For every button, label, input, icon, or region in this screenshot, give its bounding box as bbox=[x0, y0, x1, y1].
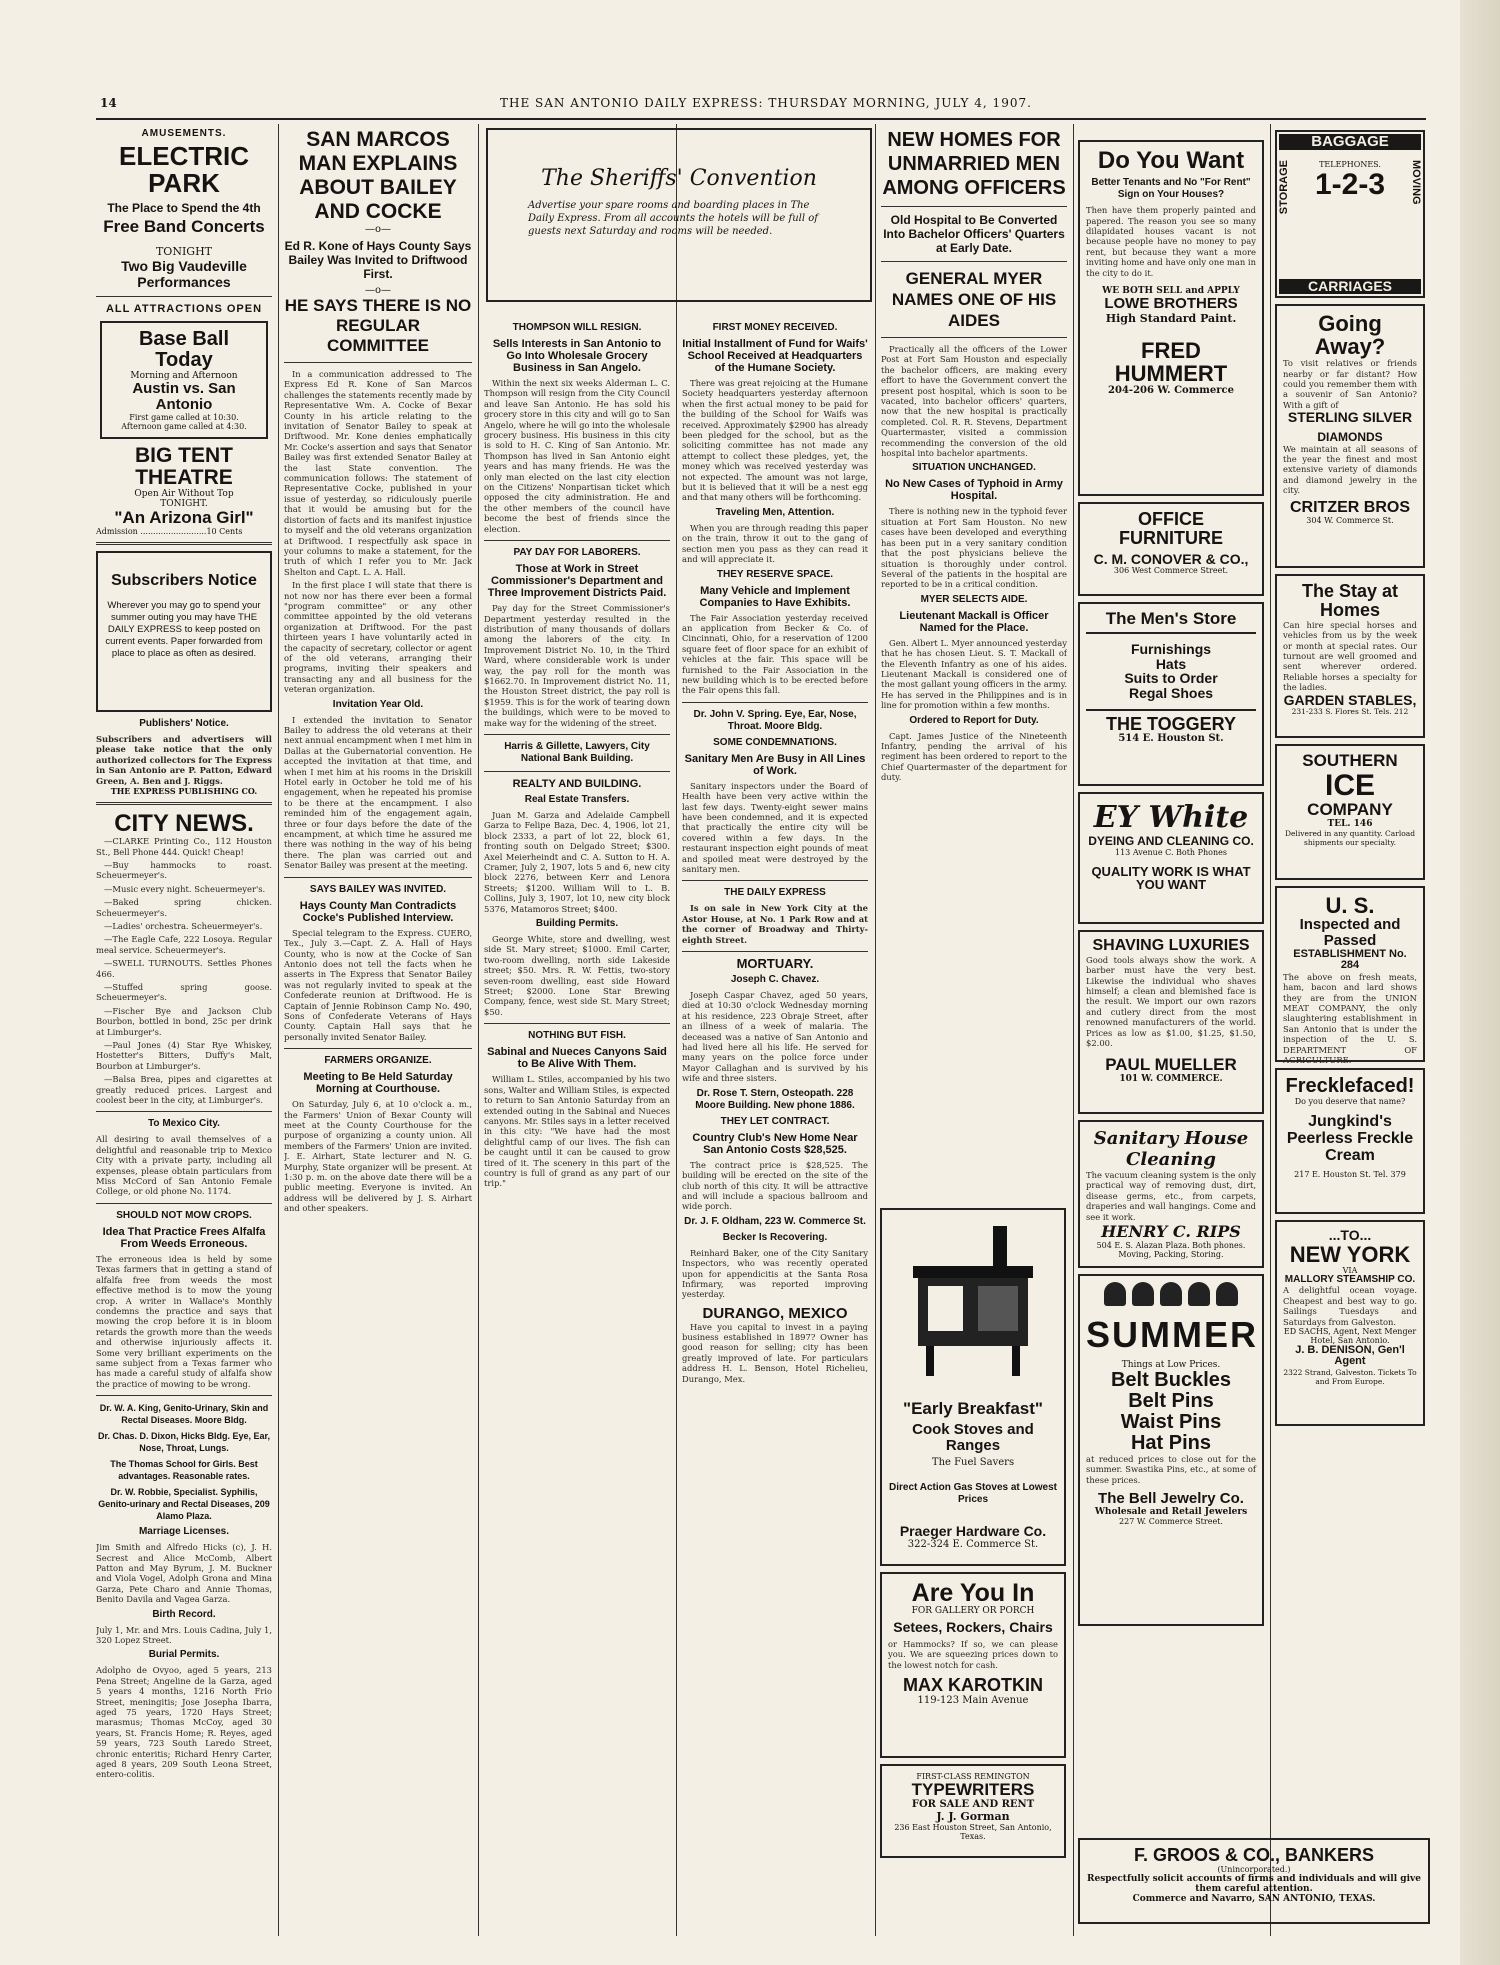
inspected-title: Inspected and Passed bbox=[1299, 916, 1401, 949]
tonight-label: TONIGHT bbox=[155, 245, 213, 259]
bailey-body4: Special telegram to the Express. CUERO, Tex., July 3.—Capt. Z. A. Hall of Hays County, who is now at the Cocke of San Antonio does not tell the facts when he asserts in The Express that Senator Bailey was not regularly invited to speak at the Confederate reunion at Driftwood. He is Captain of Jennie Robinson Camp No. 490, Sons of Confederate Veterans of Hays County. Captain Hall says that he personally invited Senator Bailey. bbox=[284, 927, 472, 1042]
bell-addr: 227 W. Commerce Street. bbox=[1119, 1516, 1223, 1526]
carriages-title: CARRIAGES bbox=[1279, 279, 1421, 294]
baseball-ad bbox=[100, 321, 268, 439]
situation-body: There is nothing new in the typhoid fever situation at Fort Sam Houston. No new cases have been developed and everything has been put in a very sanitary condition that the post physicians believe the situation is thoroughly under control. Several of the patients in the hospital are reported to be in a critical condition. bbox=[881, 506, 1067, 590]
lawyers-card: Harris & Gillette, Lawyers, City National Bank Building. bbox=[504, 740, 650, 764]
situation-title: SITUATION UNCHANGED. bbox=[912, 462, 1036, 474]
spring-card: Dr. John V. Spring. Eye, Ear, Nose, Throat. Moore Bldg. bbox=[693, 708, 857, 732]
birth-text: July 1, Mr. and Mrs. Louis Cadina, July 1, 320 Lopez Street. bbox=[96, 1624, 272, 1645]
baggage-tel: TELEPHONES. bbox=[1319, 159, 1381, 169]
column-divider bbox=[1073, 124, 1074, 1936]
birth-title: Birth Record. bbox=[152, 1608, 216, 1620]
critzer-ad bbox=[1275, 304, 1425, 568]
mow-title: SHOULD NOT MOW CROPS. bbox=[116, 1209, 252, 1221]
aide-body: Gen. Albert L. Myer announced yesterday that he has chosen Lieut. S. T. Mackall of the Eleventh Infantry as one of his aides. Lieutenant Mackall is considered one of the most gallant young officers in the army. He has served in the Philippines and is in line for promotion within a few months. bbox=[881, 637, 1067, 711]
reserve-deck: Many Vehicle and Implement Companies to Have Exhibits. bbox=[699, 584, 851, 609]
mow-headline: Idea That Practice Frees Alfalfa From Weeds Erroneous. bbox=[102, 1225, 266, 1250]
baseball-match: Austin vs. San Antonio bbox=[132, 380, 236, 414]
contract-body: The contract price is $28,525. The building will be erected on the site of the club north of this city. It will be attractive and will include a spacious ballroom and wide porch. bbox=[682, 1159, 868, 1212]
doctor-card: The Thomas School for Girls. Best advantages. Reasonable rates. bbox=[110, 1459, 258, 1482]
column-divider bbox=[676, 124, 677, 1936]
groos-text: Respectfully solicit accounts of firms and individuals and will give them careful attention. bbox=[1087, 1873, 1421, 1894]
union-meat-ad bbox=[1275, 886, 1425, 1065]
money-title: FIRST MONEY RECEIVED. bbox=[712, 322, 838, 333]
shave-text: Good tools always show the work. A barber must have the very best. Likewise the individual who shaves himself; a clean and blemished face is the result. We import our own razors and cutlery direct from the most renowned manufacturers of the world. Prices as low as $1.00, $1.25, $1.50, $2.00. bbox=[1086, 954, 1256, 1049]
city-news-item: —CLARKE Printing Co., 112 Houston St., Bell Phone 444. Quick! Cheap! bbox=[96, 836, 272, 857]
mallory-name: MALLORY STEAMSHIP CO. bbox=[1284, 1273, 1416, 1285]
baseball-game1: First game called at 10:30. bbox=[129, 412, 239, 422]
areyou-items: Setees, Rockers, Chairs bbox=[893, 1619, 1053, 1636]
dyw-title: Do You Want bbox=[1097, 147, 1245, 174]
bailey-body1: In a communication addressed to The Express Ed R. Kone of San Marcos challenges the statements recently made by Representative Wm. A. Cocke of Bexar County in his article relating to the invitation of Senator Bailey to speak at Driftwood. Mr. Kone denies emphatically Mr. Cocke's assertion and says that Senator Bailey was first extended Senator Bailey at the last State convention. The communication follows: The statement of Representative Cocke, published in your issue of yesterday, so ridiculously puerile that it would be amusing but for the distortion of facts and its manifest injustice to myself and the old veterans organization at Driftwood. I respectfully ask space in your columns to make a statement, for the truth of which I refer you to Mr. Jack Shelton and Capt. L. A. Hall. bbox=[284, 369, 472, 577]
farmers-title: FARMERS ORGANIZE. bbox=[324, 1055, 432, 1067]
payday-deck: Those at Work in Street Commissioner's Department and Three Improvement Districts Paid. bbox=[487, 563, 667, 600]
subscribers-text: Wherever you may go to spend your summer outing you may have THE DAILY EXPRESS to keep posted on current events. Paper forwarded from place to place as often as desired. bbox=[105, 599, 263, 659]
city-news-item: —The Eagle Cafe, 222 Losoya. Regular meal service. Scheuermeyer's. bbox=[96, 934, 272, 955]
travel-text: When you are through reading this paper on the train, throw it out to the gang of section men you pass as they can read it and will appreciate it. bbox=[682, 522, 868, 565]
sheriffs-text: Advertise your spare rooms and boarding places in The Daily Express. From all accounts the hotels will be full of guests next Saturday and rooms will be needed. bbox=[528, 200, 818, 237]
aide-title: MYER SELECTS AIDE. bbox=[920, 593, 1028, 605]
city-news-item: —Paul Jones (4) Star Rye Whiskey, Hostetter's Bitters, Duffy's Malt, Bourbon at Limburger's. bbox=[96, 1040, 272, 1071]
column-three bbox=[484, 318, 670, 1938]
baggage-number: 1-2-3 bbox=[1314, 167, 1386, 201]
going-text: To visit relatives or friends nearby or far distant? How could you remember them with a souvenir of San Antonio? With a gift of bbox=[1283, 358, 1417, 410]
sheriffs-banner bbox=[486, 128, 872, 302]
typewriter-title: TYPEWRITERS bbox=[911, 1780, 1035, 1799]
mens-item: Furnishings bbox=[1130, 640, 1212, 657]
column-amusements bbox=[96, 124, 272, 1936]
garden-name: GARDEN STABLES, bbox=[1283, 691, 1417, 708]
typewriter-head: FIRST-CLASS REMINGTON bbox=[916, 1772, 1030, 1781]
mens-items bbox=[1086, 642, 1256, 701]
mueller-ad bbox=[1078, 930, 1264, 1114]
garden-stables-ad bbox=[1275, 574, 1425, 738]
hat-pins: Hat Pins bbox=[1130, 1431, 1212, 1454]
denison-name: J. B. DENISON, Gen'l Agent bbox=[1295, 1343, 1405, 1368]
burial-title: Burial Permits. bbox=[148, 1649, 220, 1661]
express-text: Is on sale in New York City at the Astor House, at No. 1 Park Row and at the corner of Broadway and Thirty-eighth Street. bbox=[682, 903, 868, 945]
dyw-text: Then have them properly painted and papered. The reason you see so many dilapidated houses vacant is not because people have no money to pay rent, but because they want a more inviting home and have only one man in the city to do it. bbox=[1086, 205, 1256, 278]
invitation-subhead: Invitation Year Old. bbox=[332, 698, 424, 710]
permits-title: Building Permits. bbox=[535, 918, 619, 930]
reserve-body: The Fair Association yesterday received an application from Becker & Co. of Cincinnati, Ohio, for a reservation of 1200 square feet of floor space for an exhibit of vehicles at the fair. This space will be furnished to the Fair Association in the new building which is to be erected before the Fair opens this fall. bbox=[682, 612, 868, 696]
toggery-ad bbox=[1078, 602, 1264, 786]
freckle-title: Frecklefaced! bbox=[1285, 1075, 1415, 1097]
typewriter-ad bbox=[880, 1764, 1066, 1858]
mallory-text: A delightful ocean voyage. Cheapest and best way to go. Sailings Tuesdays and Saturdays from Galveston. bbox=[1283, 1285, 1417, 1327]
baggage-title: BAGGAGE bbox=[1279, 134, 1421, 150]
new-homes-headline: NEW HOMES FOR UNMARRIED MEN AMONG OFFICERS bbox=[882, 129, 1066, 199]
city-news-title: CITY NEWS. bbox=[114, 809, 254, 837]
bell-text: at reduced prices to close out for the summer. Swastika Pins, etc., at some of these prices. bbox=[1086, 1453, 1256, 1485]
freckle-addr: 217 E. Houston St. Tel. 379 bbox=[1294, 1170, 1406, 1180]
electric-park-title: ELECTRIC PARK bbox=[119, 141, 249, 199]
bailey-deck2: HE SAYS THERE IS NO REGULAR COMMITTEE bbox=[284, 296, 472, 355]
tent-admission: Admission ..........................10 Cents bbox=[96, 526, 243, 536]
fish-title: NOTHING BUT FISH. bbox=[528, 1030, 626, 1042]
areyou-sub: FOR GALLERY OR PORCH bbox=[911, 1606, 1035, 1617]
city-news-item: —SWELL TURNOUTS. Settles Phones 466. bbox=[96, 958, 272, 979]
column-four bbox=[682, 318, 868, 1938]
doctor-card: Dr. W. Robbie, Specialist. Syphilis, Genito-urinary and Rectal Diseases, 209 Alamo Plaza. bbox=[98, 1487, 270, 1522]
city-news-item: —Balsa Brea, pipes and cigarettes at greatly reduced prices. Largest and coolest beer in the city, at Limburger's. bbox=[96, 1074, 272, 1106]
newyork-title: NEW YORK bbox=[1289, 1241, 1411, 1267]
sterling-title: STERLING SILVER bbox=[1287, 409, 1413, 426]
stay-title: The Stay at Homes bbox=[1301, 581, 1399, 620]
duty-body: Capt. James Justice of the Nineteenth Infantry, pending the arrival of his regiment has been ordered to report to the Chief Quartermaster of the department for duty. bbox=[881, 730, 1067, 783]
payday-title: PAY DAY FOR LABORERS. bbox=[513, 547, 641, 559]
stove-tag: "Early Breakfast" bbox=[903, 1399, 1043, 1418]
page-title: THE SAN ANTONIO DAILY EXPRESS: THURSDAY MORNING, JULY 4, 1907. bbox=[500, 96, 1032, 110]
toggery-addr: 514 E. Houston St. bbox=[1118, 733, 1224, 745]
ice-ad bbox=[1275, 744, 1425, 880]
shave-title: SHAVING LUXURIES bbox=[1092, 937, 1250, 954]
realty-sub: Real Estate Transfers. bbox=[524, 793, 630, 805]
realty-title: REALTY AND BUILDING. bbox=[512, 777, 642, 790]
office-furniture: OFFICE FURNITURE bbox=[1119, 509, 1223, 548]
mens-store: The Men's Store bbox=[1086, 610, 1256, 634]
says-bailey-title: SAYS BAILEY WAS INVITED. bbox=[309, 883, 447, 895]
diamonds-text: We maintain at all seasons of the year the finest and most extensive variety of diamonds and diamond jewelry in the city. bbox=[1283, 443, 1417, 496]
thompson-body: Within the next six weeks Alderman L. C. Thompson will resign from the City Council and leave San Antonio. He has sold his grocery store in this city and will go to San Angelo, where he will go into the wholesale grocery business. His business in this city is sold to H. C. King of San Antonio. Mr. Thompson has lived in San Antonio eight years and has many friends. He was the only man elected on the last city election on the Citizens' Nonpartisan ticket which opposed the city administration. He and the other members of the council have become the best of friends since the election. bbox=[484, 378, 670, 534]
sanitary-text: The vacuum cleaning system is the only practical way of removing dust, dirt, disease germs, etc., from carpets, draperies and wall hangings. Come and see it work. bbox=[1086, 1170, 1256, 1222]
establishment-no: ESTABLISHMENT No. 284 bbox=[1293, 947, 1407, 972]
ice-tel: TEL. 146 bbox=[1327, 819, 1373, 830]
city-news-item: —Ladies' orchestra. Scheuermeyer's. bbox=[104, 920, 263, 931]
groos-title: F. GROOS & CO., BANKERS bbox=[1133, 1845, 1375, 1865]
says-bailey-deck: Hays County Man Contradicts Cocke's Published Interview. bbox=[299, 899, 457, 924]
stern-card: Dr. Rose T. Stern, Osteopath. 228 Moore Building. New phone 1886. bbox=[695, 1087, 855, 1111]
marriage-title: Marriage Licenses. bbox=[138, 1526, 230, 1538]
durango-text: Have you capital to invest in a paying business established in 1897? Owner has good reason for selling; city has been greatly improved of late. For particulars address H. L. Benson, Hotel Richelieu, Durango, Mex. bbox=[682, 1321, 868, 1384]
column-divider bbox=[278, 124, 279, 1936]
lowe-paint: High Standard Paint. bbox=[1105, 311, 1237, 325]
column-seven bbox=[1275, 130, 1425, 1432]
farmers-deck: Meeting to Be Held Saturday Morning at Courthouse. bbox=[303, 1071, 453, 1096]
permits-body: George White, store and dwelling, west side St. Mary street; $1000. Emil Carter, two-room dwelling, north side Lakeside street; $50. Mrs. R. W. Fettis, two-story seven-room dwelling, east side Howard Street; $2000. Lone Star Brewing Company, fence, west side St. Mary Street; $50. bbox=[484, 934, 670, 1017]
mueller-addr: 101 W. COMMERCE. bbox=[1119, 1074, 1223, 1085]
white-addr: 113 Avenue C. Both Phones bbox=[1115, 847, 1227, 857]
publishers-text: Subscribers and advertisers will please take notice that the only authorized collectors for The Express in San Antonio are P. Patton, Edward Green, A. Ben and J. Riggs. bbox=[96, 733, 272, 786]
burial-text: Adolpho de Ovyoo, aged 5 years, 213 Pena Street; Angeline de la Garza, aged 5 years 4 months, 1216 North Frio Street, meningitis; Jose Josepha Ibarra, aged 75 years, 1720 Hays Street; marasmus; Thomas McCoy, aged 30 years, St. Francis Home; R. Reyes, aged 59 years, 723 South Laredo Street, chronic enteritis; Richard Henry Carter, aged 8 years, 209 South Leona Street, entero-colitis. bbox=[96, 1665, 272, 1780]
mortuary-sub: Joseph C. Chavez. bbox=[730, 974, 820, 986]
travel-title: Traveling Men, Attention. bbox=[715, 506, 835, 518]
becker-title: Becker Is Recovering. bbox=[722, 1231, 828, 1243]
southern-title: SOUTHERN bbox=[1302, 751, 1398, 770]
condemn-deck: Sanitary Men Are Busy in All Lines of Work. bbox=[684, 752, 866, 777]
conover-name: C. M. CONOVER & CO., bbox=[1093, 550, 1249, 567]
contract-deck: Country Club's New Home Near San Antonio Costs $28,525. bbox=[692, 1131, 858, 1156]
mortuary-title: MORTUARY. bbox=[736, 956, 814, 972]
summer-sub: Things at Low Prices. bbox=[1121, 1359, 1221, 1370]
critzer-addr: 304 W. Commerce St. bbox=[1306, 516, 1394, 526]
city-news-item: —Buy hammocks to roast. Scheuermeyer's. bbox=[96, 859, 272, 881]
karotkin-addr: 119-123 Main Avenue bbox=[917, 1695, 1029, 1707]
fish-deck: Sabinal and Nueces Canyons Said to Be Alive With Them. bbox=[487, 1046, 667, 1071]
us-title: U. S. bbox=[1325, 893, 1375, 918]
ice-deliv: Delivered in any quantity. Carload shipments our specialty. bbox=[1284, 829, 1416, 848]
stove-ad bbox=[880, 1208, 1066, 1566]
stove-icon bbox=[898, 1226, 1048, 1386]
masthead-rule bbox=[96, 118, 1426, 120]
realty-body: Juan M. Garza and Adelaide Campbell Garza to Felipe Baza, Dec. 4, 1906, lot 21, block 2333, a part of lot 22, block 61, fronting south on Delgado Street; $300. Axel Meierheindt and C. A. Sutton to H. A. Cramer, July 2, 1907, lots 5 and 6, new city block 2276, between Kerr and Lenora Streets; $1200. William Will to L. B. Collins, July 3, 1907, lot 10, new city block 5376, Matamoros Street; $400. bbox=[484, 809, 670, 914]
dyw-sell: WE BOTH SELL and APPLY bbox=[1102, 286, 1240, 297]
myer-headline: GENERAL MYER NAMES ONE OF HIS AIDES bbox=[891, 269, 1057, 330]
toggery-name: THE TOGGERY bbox=[1086, 709, 1256, 734]
hummert-ad bbox=[1078, 140, 1264, 496]
mens-item: Regal Shoes bbox=[1128, 684, 1214, 701]
express-title: THE DAILY EXPRESS bbox=[724, 887, 826, 899]
duty-title: Ordered to Report for Duty. bbox=[909, 714, 1039, 726]
city-news-list bbox=[96, 836, 272, 1105]
doctor-card: Dr. Chas. D. Dixon, Hicks Bldg. Eye, Ear, Nose, Throat, Lungs. bbox=[97, 1431, 271, 1454]
mow-text: The erroneous idea is held by some Texas farmers that in getting a stand of alfalfa free from weeds the most effective method is to mow the young crop. A writer in Wallace's Monthly condemns the practice and says that mowing the crop before it is in bloom retards the growth more than the weeds and otherwise injuriously affects it. Some very brilliant experiments on the same subject from a Texas farmer who has made a careful study of alfalfa show the practice of mowing to be wrong. bbox=[96, 1253, 272, 1389]
typewriter-sub: FOR SALE AND RENT bbox=[911, 1798, 1035, 1810]
mens-item: Suits to Order bbox=[1124, 670, 1218, 687]
publishers-signature: THE EXPRESS PUBLISHING CO. bbox=[110, 785, 258, 796]
tent-tonight: TONIGHT. bbox=[160, 499, 208, 510]
column-divider bbox=[478, 124, 479, 1936]
payday-body: Pay day for the Street Commissioner's Department yesterday resulted in the distribution of many thousands of dollars among the laborers of the city. In Improvement District No. 10, in the Third Ward, where considerable work is under way, the pay roll for the month was $1662.70. In Improvement district No. 11, the Houston Street district, the pay roll is $1959. This is for the work of tearing down the buildings, which were to be moved to make way for the widening of the street. bbox=[484, 603, 670, 728]
condemn-title: SOME CONDEMNATIONS. bbox=[713, 736, 837, 748]
white-quality: QUALITY WORK IS WHAT YOU WANT bbox=[1091, 863, 1251, 893]
groos-inc: (Unincorporated.) bbox=[1217, 1864, 1291, 1874]
us-text: The above on fresh meats, ham, bacon and lard shows they are from the UNION MEAT COMPANY, the only slaughtering establishment in San Antonio that is under the inspection of the U. S. DEPARTMENT OF AGRICULTURE. bbox=[1283, 971, 1417, 1065]
bailey-body2: In the first place I will state that there is not now nor has there ever been a formal "program committee" or any other committee appointed by the old veterans organization at Driftwood. For the past thirteen years I have voluntarily acted in the capacity of secretary, collector or agent of the old veterans, arranging their programs, inviting their speakers and transacting any and all business for the veteran organization. bbox=[284, 580, 472, 695]
going-title: Going Away? bbox=[1314, 311, 1386, 360]
mueller-name: PAUL MUELLER bbox=[1105, 1055, 1237, 1075]
bell-jewelry-ad bbox=[1078, 1274, 1264, 1626]
hummert-name: FRED HUMMERT bbox=[1114, 337, 1228, 386]
white-dyeing-ad bbox=[1078, 792, 1264, 924]
garden-addr: 231-233 S. Flores St. Tels. 212 bbox=[1291, 707, 1409, 717]
lowe-brothers: LOWE BROTHERS bbox=[1104, 295, 1238, 313]
denison-addr: 2322 Strand, Galveston. Tickets To and From Europe. bbox=[1283, 1368, 1417, 1386]
areyou-text: or Hammocks? If so, we can please you. We are squeezing prices down to the lowest notch for cash. bbox=[888, 1638, 1058, 1670]
column-divider bbox=[1270, 124, 1271, 1936]
bailey-body3: I extended the invitation to Senator Bailey to address the old veterans at their next annual encampment when I met him in Dallas at the Gubernatorial convention. He accepted the invitation at that time, and when I met him at his rooms in the Driskill Hotel early in October he told me of his engagement, when he repeated his promise to be there at the encampment. I also reminded him of the engagement again, three or four days before the date of the encampment, at which time he assured me there was nothing in the way of his being there. The plan was carried out and Senator Bailey was present at the meeting. bbox=[284, 714, 472, 871]
thompson-title: THOMPSON WILL RESIGN. bbox=[512, 322, 642, 333]
typewriter-name: J. J. Gorman bbox=[936, 1809, 1010, 1823]
baggage-ad bbox=[1275, 130, 1425, 298]
col5-ads bbox=[880, 1208, 1066, 1864]
page-number: 14 bbox=[100, 96, 117, 110]
hummert-addr: 204-206 W. Commerce bbox=[1108, 384, 1234, 396]
summer-title: SUMMER bbox=[1086, 1314, 1258, 1355]
bailey-deck: Ed R. Kone of Hays County Says Bailey Was Invited to Driftwood First. bbox=[284, 239, 472, 281]
vaudeville-text: Two Big Vaudeville Performances bbox=[121, 258, 247, 291]
tent-subtitle: Open Air Without Top bbox=[134, 489, 234, 500]
mortuary-body: Joseph Caspar Chavez, aged 50 years, died at 10:30 o'clock Wednesday morning at his residence, 223 Obraje Street, after an illness of a week of malaria. The deceased was a native of San Antonio and had lived here all his life. He served for many years on the police force under Mayor Callaghan and is survived by his wife and three sisters. bbox=[682, 990, 868, 1084]
doctor-card: Dr. W. A. King, Genito-Urinary, Skin and Rectal Diseases. Moore Bldg. bbox=[99, 1403, 269, 1426]
amusements-heading: AMUSEMENTS. bbox=[141, 128, 227, 139]
reserve-title: THEY RESERVE SPACE. bbox=[716, 568, 834, 580]
sachs-agent: ED SACHS, Agent, Next Menger Hotel, San Antonio. bbox=[1283, 1326, 1417, 1345]
jungkind-title: Jungkind's Peerless Freckle Cream bbox=[1286, 1113, 1414, 1164]
electric-park-subtitle: The Place to Spend the 4th bbox=[107, 200, 261, 215]
rips-ad bbox=[1078, 1120, 1264, 1268]
areyou-title: Are You In bbox=[911, 1579, 1035, 1607]
rips-name: HENRY C. RIPS bbox=[1101, 1222, 1241, 1242]
bell-name: The Bell Jewelry Co. bbox=[1098, 1490, 1244, 1508]
column-bailey-article: SAN MARCOS MAN EXPLAINS ABOUT BAILEY AND COCKE —o— Ed R. Kone of Hays County Says Bailey Was Invited to Driftwood First. —o— HE SAYS THERE IS NO REGULAR COMMITTEE In a communication addressed to The Express Ed R. Kone of San Marcos challenges the statements recently made by Representative Wm. A. Cocke of Bexar County in his article relating to the invitation of Senator Bailey to speak at Driftwood. Mr. Kone denies emphatically Mr. Cocke's assertion and says that Senator Bailey was first extended Senator Bailey at the last State convention. The communication follows: The statement of Representative Cocke, published in your issue of yesterday, so ridiculously puerile that it would be amusing but for the distortion of facts and its manifest injustice to myself and the old veterans organization at Driftwood. I respectfully ask space in your columns to make a statement, for the truth of which I refer you to Mr. Jack Shelton and Capt. L. A. Hall. In the first place I will state that there is not now nor has there ever been a formal "program committee" or any other committee appointed by the old veterans organization at Driftwood. For the past thirteen years I have voluntarily acted in the capacity of secretary, collector or agent of the old veterans, arranging their programs, inviting their speakers and transacting any and all business for the veteran organization. Invitation Year Old. I extended the invitation to Senator Bailey to address the old veterans at their next annual encampment when I met him in Dallas at the Gubernatorial convention. He accepted the invitation at that time, and when I met him at his rooms in the Driskill Hotel early in October he told me of his engagement, when he repeated his promise to be there at the encampment. I also reminded him of the engagement again, three or four days before the date of the encampment, at which time he assured me there was nothing in the way of his being there. The plan was carried out and Senator Bailey was present at the meeting. SAYS BAILEY WAS INVITED. Hays County Man Contradicts Cocke's Published Interview. Special telegram to the Express. CUERO, Tex., July 3.—Capt. Z. A. Hall of Hays County, who is now at the Cocke of San Antonio does not tell the facts when he asserts in The Express that Senator Bailey was not regularly invited to speak at the Confederate reunion at Driftwood. He is Captain of Jennie Robinson Camp No. 490, Sons of Confederate Veterans of Hays County. Captain Hall says that he personally invited Senator Bailey. FARMERS ORGANIZE. Meeting to Be Held Saturday Morning at Courthouse. On Saturday, July 6, at 10 o'clock a. m., the Farmers' Union of Bexar County will meet at the County Courthouse for the purpose of organizing a county union. All members of the Farmers' Union are invited. J. E. Airhart, State lecturer and N. G. Murphy, State organizer will be present. At 1:30 p. m. on the above date there will be a public meeting. Everyone is invited. An address will be delivered by J. S. Airhart and other speakers. bbox=[284, 128, 472, 1214]
new-homes-deck: Old Hospital to Be Converted Into Bachelor Officers' Quarters at Early Date. bbox=[883, 213, 1065, 255]
via-label: VIA bbox=[1342, 1265, 1358, 1275]
stove-direct: Direct Action Gas Stoves at Lowest Prices bbox=[888, 1482, 1057, 1506]
praeger-name: Praeger Hardware Co. bbox=[899, 1523, 1047, 1540]
city-news-item: —Stuffed spring goose. Scheuermeyer's. bbox=[96, 981, 272, 1003]
rips-addr: 504 E. S. Alazan Plaza. Both phones. Moving, Packing, Storing. bbox=[1096, 1241, 1246, 1260]
farmers-body: On Saturday, July 6, at 10 o'clock a. m., the Farmers' Union of Bexar County will meet at the County Courthouse for the purpose of organizing a county union. All members of the Farmers' Union are invited. J. E. Airhart, State lecturer and N. G. Murphy, State organizer will be present. At 1:30 p. m. on the above date there will be a public meeting. Everyone is invited. An address will be delivered by J. S. Airhart and other speakers. bbox=[284, 1099, 472, 1214]
mexico-title: To Mexico City. bbox=[148, 1118, 220, 1130]
ice-title: ICE bbox=[1324, 768, 1375, 802]
aide-deck: Lieutenant Mackall is Officer Named for the Place. bbox=[899, 609, 1049, 634]
critzer-name: CRITZER BROS bbox=[1290, 498, 1410, 516]
dyw-sub: Better Tenants and No "For Rent" Sign on Your Houses? bbox=[1091, 177, 1251, 201]
company-title: COMPANY bbox=[1307, 800, 1393, 820]
masthead bbox=[100, 92, 1422, 112]
city-news-item: —Music every night. Scheuermeyer's. bbox=[104, 883, 266, 894]
big-tent-title: BIG TENT THEATRE bbox=[135, 443, 233, 489]
storage-label: STORAGE bbox=[1278, 160, 1290, 215]
freckle-ad bbox=[1275, 1068, 1425, 1214]
baseball-times: Morning and Afternoon bbox=[130, 371, 238, 382]
karotkin-ad bbox=[880, 1572, 1066, 1758]
column-divider bbox=[875, 124, 876, 1936]
conover-addr: 306 West Commerce Street. bbox=[1113, 566, 1229, 576]
bell-sub: Wholesale and Retail Jewelers bbox=[1094, 1506, 1248, 1517]
freckle-question: Do you deserve that name? bbox=[1294, 1097, 1406, 1106]
sheriffs-title: The Sheriffs' Convention bbox=[541, 166, 817, 191]
mexico-text: All desiring to avail themselves of a delightful and reasonable trip to Mexico City with a private party, including all expenses, please obtain particulars from Miss McCord of San Antonio Female College, or old phone No. 1174. bbox=[96, 1134, 272, 1197]
adjacent-page-edge bbox=[1460, 0, 1500, 1965]
karotkin-name: MAX KAROTKIN bbox=[903, 1675, 1043, 1696]
moving-label: MOVING bbox=[1410, 160, 1422, 205]
city-news-item: —Fischer Bye and Jackson Club Bourbon, bottled in bond, 25c per drink at Limburger's. bbox=[96, 1005, 272, 1037]
stove-title: Cook Stoves and Ranges bbox=[912, 1420, 1034, 1454]
free-concerts: Free Band Concerts bbox=[103, 216, 265, 236]
fish-body: William L. Stiles, accompanied by his two sons, Walter and William Stiles, is expected to return to San Antonio Saturday from an extended outing in the Sabinal and Nueces canyons. Mr. Stiles says in a letter received in this city: "We have had the most delightful camp of our lives. The fish can be caught until it can be caused to grow tired of it. The scenery in this part of the country is full of grand as any part of our trip." bbox=[484, 1074, 670, 1189]
attractions-open: ALL ATTRACTIONS OPEN bbox=[105, 303, 263, 316]
column-six bbox=[1078, 140, 1264, 1632]
doctor-cards bbox=[96, 1402, 272, 1522]
myer-body: Practically all the officers of the Lower Post at Fort Sam Houston and especially the bachelor officers, are making every effort to have the Government convert the present post hospital, which is soon to be vacated, into bachelor officers' quarters, now that the new hospital is practically completed. Col. R. R. Stevens, Department Quartermaster, visited a commission recommending the conversion of the old hospital into bachelor apartments. bbox=[881, 344, 1067, 459]
praeger-addr: 322-324 E. Commerce St. bbox=[907, 1539, 1039, 1551]
tent-play: "An Arizona Girl" bbox=[114, 508, 254, 528]
diamonds-title: DIAMONDS bbox=[1317, 429, 1383, 444]
durango-title: DURANGO, MEXICO bbox=[702, 1304, 848, 1322]
typewriter-addr: 236 East Houston Street, San Antonio, Texas. bbox=[894, 1822, 1052, 1841]
contract-title: THEY LET CONTRACT. bbox=[720, 1115, 830, 1127]
stove-sub: The Fuel Savers bbox=[931, 1457, 1015, 1469]
becker-text: Reinhard Baker, one of the City Sanitary Inspectors, who was recently operated upon for appendicitis at the Santa Rosa Infirmary, was reported improving yesterday. bbox=[682, 1247, 868, 1300]
money-body: There was great rejoicing at the Humane Society headquarters yesterday afternoon when the first actual money to be paid for the building of the School for Waifs was received. Approximately $2900 has already been pledged for the school, but as the soliciting committee has not made any attempt to collect these pledges, yet, the money which was received yesterday was not expected. The amount was not large, but it is believed that it will be a nest egg and that many others will be forthcoming. bbox=[682, 378, 868, 503]
stay-text: Can hire special horses and vehicles from us by the week or month at special rates. Our turnout are well groomed and sent wherever ordered. Reliable horses a specialty for the ladies. bbox=[1283, 619, 1417, 693]
subscribers-notice bbox=[96, 551, 272, 712]
baseball-title: Base Ball Today bbox=[138, 328, 230, 372]
baseball-game2: Afternoon game called at 4:30. bbox=[121, 421, 247, 431]
mallory-ad bbox=[1275, 1220, 1425, 1426]
belt-buckles: Belt Buckles bbox=[1110, 1368, 1232, 1391]
subscribers-title: Subscribers Notice bbox=[111, 571, 257, 589]
belt-pins: Belt Pins bbox=[1128, 1389, 1214, 1412]
sanitary-title: Sanitary House Cleaning bbox=[1093, 1128, 1249, 1170]
marriage-text: Jim Smith and Alfredo Hicks (c), J. H. Secrest and Alice McComb, Albert Patton and May Byrum, J. M. Buckner and Viola Vogel, Adolph Grona and Mina Garza, Pete Charo and Annie Thomas, Benito Davila and Vagea Garza. bbox=[96, 1542, 272, 1605]
oldham-card: Dr. J. F. Oldham, 223 W. Commerce St. bbox=[684, 1215, 866, 1227]
publishers-title: Publishers' Notice. bbox=[139, 717, 229, 729]
waist-pins: Waist Pins bbox=[1120, 1410, 1222, 1433]
condemn-body: Sanitary inspectors under the Board of Health have been very active within the last few days. Twenty-eight sewer mains have been condemned, and it is expected that practically the entire city will be covered within a few days. In the restaurant inspection eight pounds of meat and spoiled meat were destroyed by the sanitary men. bbox=[682, 780, 868, 874]
conover-ad bbox=[1078, 502, 1264, 596]
bailey-headline: SAN MARCOS MAN EXPLAINS ABOUT BAILEY AND COCKE bbox=[298, 128, 458, 223]
city-news-item: —Baked spring chicken. Scheuermeyer's. bbox=[96, 897, 272, 918]
bell-icons bbox=[1086, 1282, 1256, 1310]
thompson-deck: Sells Interests in San Antonio to Go Into Wholesale Grocery Business in San Angelo. bbox=[492, 338, 662, 374]
white-logo: EY White bbox=[1093, 800, 1249, 835]
groos-addr: Commerce and Navarro, SAN ANTONIO, TEXAS. bbox=[1132, 1893, 1376, 1904]
groos-bankers-ad bbox=[1078, 1838, 1430, 1924]
mens-item: Hats bbox=[1155, 655, 1187, 672]
white-sub: DYEING AND CLEANING CO. bbox=[1088, 834, 1254, 848]
money-deck: Initial Installment of Fund for Waifs' School Received at Headquarters of the Humane Society. bbox=[682, 338, 868, 374]
situation-deck: No New Cases of Typhoid in Army Hospital. bbox=[885, 478, 1063, 503]
to-label: ...TO... bbox=[1328, 1227, 1372, 1243]
